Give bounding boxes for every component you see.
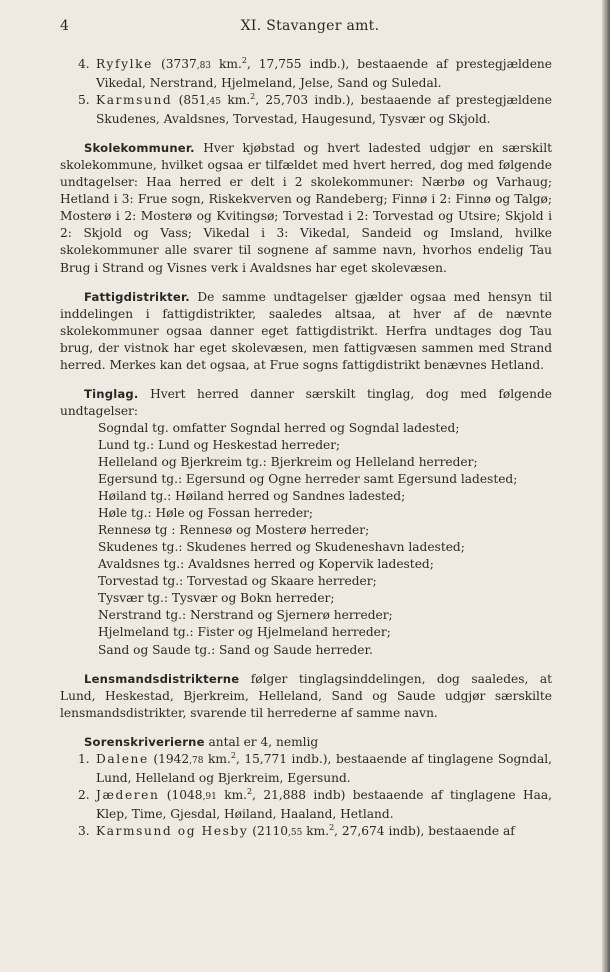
page-body [60,56,552,842]
tinglag-line: Sand og Saude tg.: Sand og Saude herreder. [98,642,373,657]
tinglag-line: Hjelmeland tg.: Fister og Hjelmeland herreder; [98,625,391,640]
tinglag-line: Helleland og Bjerkreim tg.: Bjerkreim og Helleland herreder; [98,454,478,469]
page-header [60,18,560,40]
list-item: 4. Ryfylke (3737,83 km.$^2$, 17,755 indb.), bestaaende af prestegjældene Vikedal, Nerstrand, Hjelmeland, Jelse, Sand og Suledal. [78,55,552,91]
page-number: 4 [60,18,69,34]
section-sorenskriverier: Sorenskriverierne antal er 4, nemlig [84,734,319,749]
section-lensmandsdistrikter: Lensmandsdistrikterne følger tinglagsinddelingen, dog saaledes, at Lund, Heskestad, Bjerkreim, Helleland, Sand og Saude udgjør særskilte lensmandsdistrikter, svarende til herrederne af samme navn. [60,671,552,720]
list-item: 3. Karmsund og Hesby (2110,55 km.$^2$, 27,674 indb), bestaaende af [78,822,515,838]
section-heading: Tinglag. [84,386,139,401]
tinglag-line: Rennesø tg : Rennesø og Mosterø herreder; [98,523,370,538]
section-fattigdistrikter: Fattigdistrikter. De samme undtagelser gjælder ogsaa med hensyn til inddelingen i fattigdistrikter, saaledes altsaa, at hver af de nævnte skolekommuner ogsaa danner eget fattigdistrikt. Herfra undtages dog Tau brug, der vistnok har eget skolevæsen, men fattigvæsen sammen med Strand herred. Merkes kan det ogsaa, at Frue sogns fattigdistrikt benævnes Hetland. [60,289,552,372]
list-item: 2. Jæderen (1048,91 km.$^2$, 21,888 indb) bestaaende af tinglagene Haa, Klep, Time, Gjesdal, Høiland, Haaland, Hetland. [78,786,552,821]
running-title: XI. Stavanger amt. [240,18,380,34]
tinglag-line: Skudenes tg.: Skudenes herred og Skudeneshavn ladested; [98,540,465,555]
section-skolekommuner: Skolekommuner. Hver kjøbstad og hvert ladested udgjør en særskilt skolekommune, hvilket ogsaa er tilfældet med hvert herred, dog med følgende undtagelser: Haa herred er delt i 2 skolekommuner: Nærbø og Varhaug; Hetland i 3: Frue sogn, Riskekverven og Randeberg; Finnø i 2: Finnø og Talgø; Mosterø i 2: Mosterø og Kvitingsø; Torvestad i 2: Torvestad og Utsire; Skjold i 2: Skjold og Vass; Vikedal i 3: Vikedal, Sandeid og Imsland, hvilke skolekommuner alle svarer til sognene af samme navn, hvorhos endelig Tau Brug i Strand og Visnes verk i Avaldsnes har eget skolevæsen. [60,141,552,275]
tinglag-line: Sogndal tg. omfatter Sogndal herred og Sogndal ladested; [98,420,460,435]
tinglag-line: Lund tg.: Lund og Heskestad herreder; [98,437,341,452]
tinglag-line: Avaldsnes tg.: Avaldsnes herred og Kopervik ladested; [98,557,434,572]
list-item: 5. Karmsund (851,45 km.$^2$, 25,703 indb.), bestaaende af prestegjældene Skudenes, Avaldsnes, Torvestad, Haugesund, Tysvær og Skjold. [78,92,552,127]
section-tinglag: Tinglag. Hvert herred danner særskilt tinglag, dog med følgende undtagelser: [60,386,552,418]
tinglag-line: Torvestad tg.: Torvestad og Skaare herreder; [98,574,377,589]
tinglag-line: Tysvær tg.: Tysvær og Bokn herreder; [98,591,335,606]
tinglag-line: Egersund tg.: Egersund og Ogne herreder samt Egersund ladested; [98,472,518,487]
section-heading: Skolekommuner. [84,141,195,156]
tinglag-list [60,420,552,659]
section-heading: Fattigdistrikter. [84,289,190,304]
section-heading: Sorenskriverierne [84,734,205,749]
section-heading: Lensmandsdistrikterne [84,671,240,686]
tinglag-line: Høle tg.: Høle og Fossan herreder; [98,506,313,521]
tinglag-line: Nerstrand tg.: Nerstrand og Sjernerø herreder; [98,608,393,623]
page-edge-shadow [602,0,610,972]
list-item: 1. Dalene (1942,78 km.$^2$, 15,771 indb.), bestaaende af tinglagene Sogndal, Lund, Helleland og Bjerkreim, Egersund. [78,750,552,785]
tinglag-line: Høiland tg.: Høiland herred og Sandnes ladested; [98,489,406,504]
